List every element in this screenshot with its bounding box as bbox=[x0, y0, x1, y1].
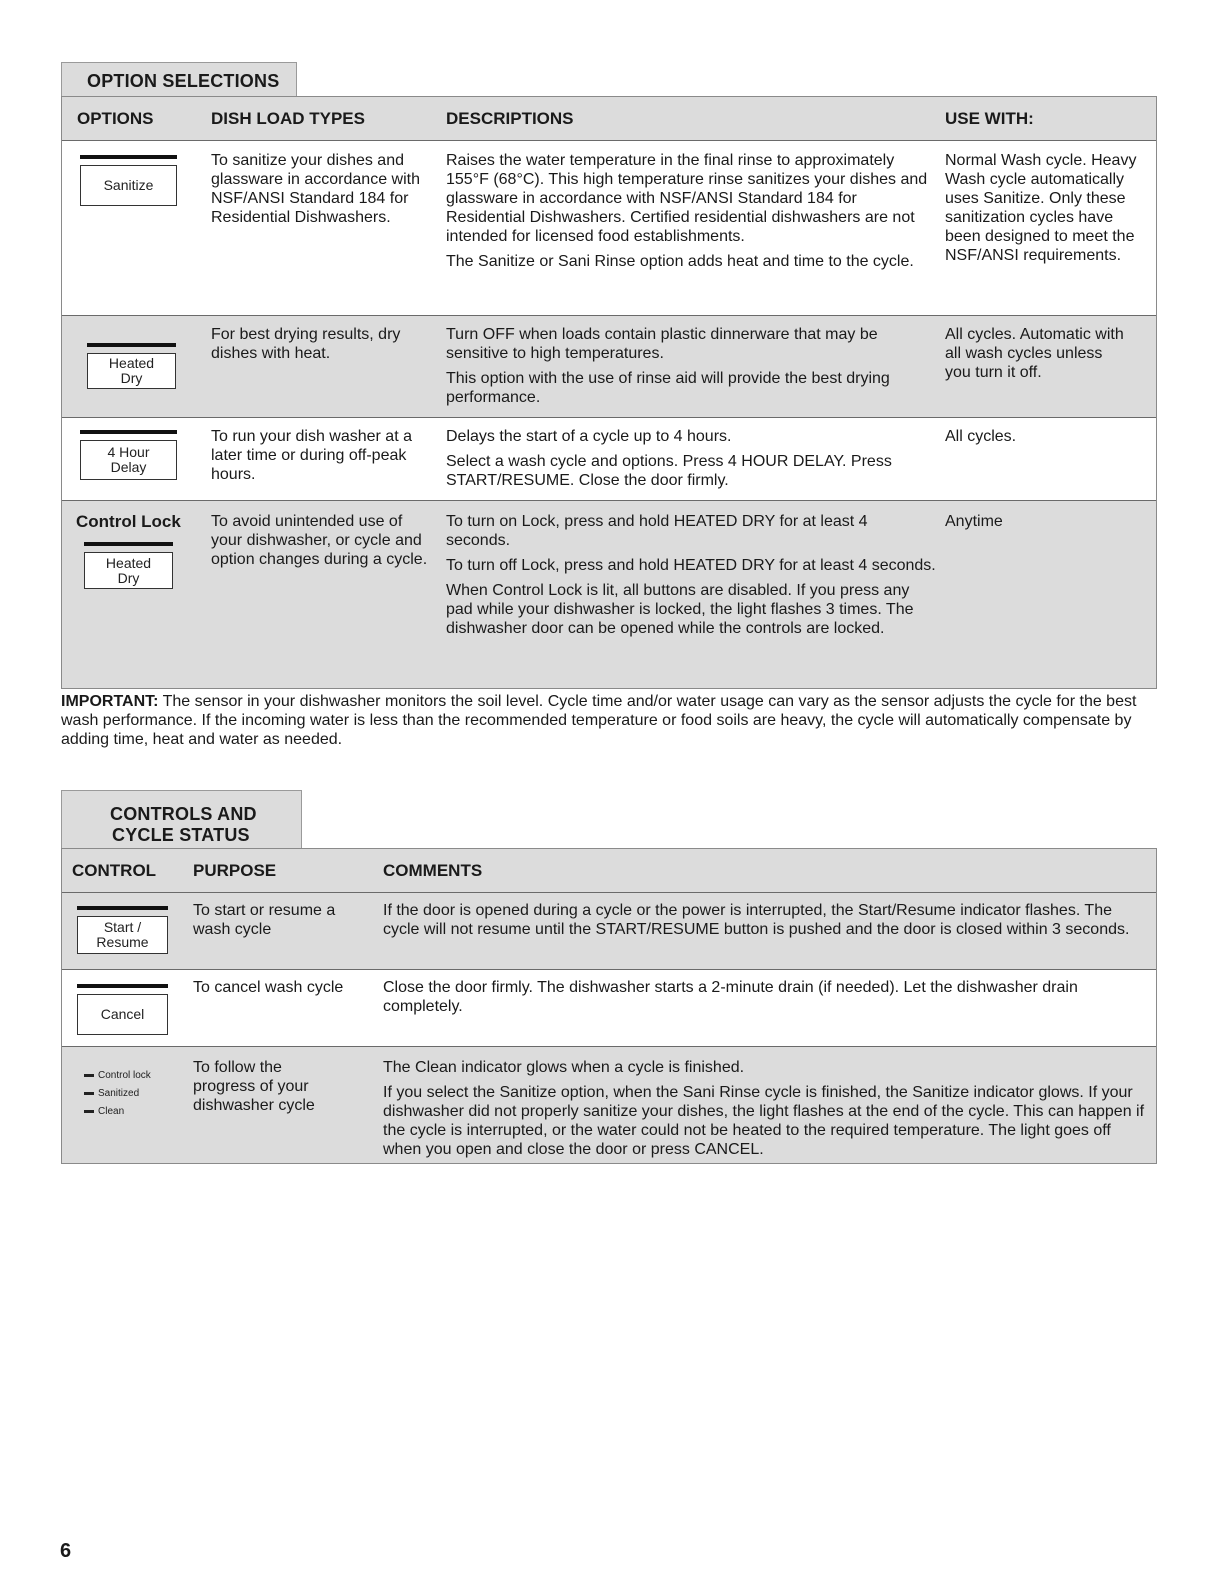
controls-title-line1: CONTROLS AND bbox=[110, 804, 257, 824]
heated-dry-dish-load: For best drying results, dry dishes with heat. bbox=[211, 326, 401, 362]
control-lock-dish-load: To avoid unintended use of your dishwasher, or cycle and option changes during a cycle. bbox=[211, 513, 428, 568]
start-resume-purpose: To start or resume a wash cycle bbox=[193, 902, 336, 938]
delay-indicator-bar bbox=[80, 430, 177, 434]
options-col-descriptions: DESCRIPTIONS bbox=[446, 109, 574, 128]
controls-col-purpose: PURPOSE bbox=[193, 861, 277, 880]
sanitize-indicator-bar bbox=[80, 155, 177, 159]
important-note bbox=[61, 692, 1161, 749]
option-selections-title: OPTION SELECTIONS bbox=[87, 71, 280, 91]
control-lock-use-with: Anytime bbox=[945, 513, 1003, 530]
controls-title-line2: CYCLE STATUS bbox=[112, 825, 250, 845]
sanitize-use-with: Normal Wash cycle. Heavy Wash cycle automatically uses Sanitize. Only these sanitization cycles have been designed to meet the NSF/ANSI requirements. bbox=[945, 152, 1137, 264]
options-header-row bbox=[62, 97, 1156, 141]
indicator-light-icon bbox=[84, 1092, 94, 1095]
controls-col-control: CONTROL bbox=[72, 861, 157, 880]
control-lock-description: To turn on Lock, press and hold HEATED DRY for at least 4 seconds. To turn off Lock, press and hold HEATED DRY for at least 4 seconds. When Control Lock is lit, all buttons are disabled. If you press any pad while your dishwasher is locked, the light flashes 3 times. The dishwasher door can be opened while the controls are locked. bbox=[446, 513, 936, 637]
control-lock-button-icon: Heated Dry bbox=[84, 552, 173, 589]
options-col-use-with: USE WITH: bbox=[945, 109, 1034, 128]
start-resume-indicator-bar bbox=[77, 906, 168, 910]
heated-dry-button-icon: Heated Dry bbox=[87, 353, 176, 389]
cancel-button-icon: Cancel bbox=[77, 994, 168, 1035]
cancel-comments: Close the door firmly. The dishwasher starts a 2-minute drain (if needed). Let the dishwasher drain completely. bbox=[383, 979, 1078, 1015]
option-row-heated-dry bbox=[62, 317, 1156, 417]
control-lock-indicator: Control lock bbox=[84, 1070, 151, 1082]
important-text: The sensor in your dishwasher monitors the soil level. Cycle time and/or water usage can vary as the sensor adjusts the cycle for the best wash performance. If the incoming water is less than the recommended temperature or food soils are heavy, the cycle will automatically compensate by adding time, heat and water as needed. bbox=[61, 693, 1137, 748]
option-row-sanitize bbox=[62, 141, 1156, 316]
option-row-control-lock bbox=[62, 502, 1156, 690]
controls-col-comments: COMMENTS bbox=[383, 861, 483, 880]
status-comments: The Clean indicator glows when a cycle is finished. If you select the Sanitize option, when the Sani Rinse cycle is finished, the Sanitize indicator glows. If your dishwasher did not properly sanitize your dishes, the light flashes at the end of the cycle. This can happen if the cycle is interrupted, or the water could not be heated to the required temperature. The light goes off when you open and close the door or press CANCEL. bbox=[383, 1059, 1145, 1158]
controls-tab bbox=[61, 790, 302, 848]
options-col-dish-load: DISH LOAD TYPES bbox=[211, 109, 365, 128]
controls-header-row bbox=[62, 849, 1156, 893]
option-row-4-hour-delay bbox=[62, 417, 1156, 501]
options-col-options: OPTIONS bbox=[77, 109, 154, 128]
controls-table bbox=[61, 848, 1157, 1164]
indicator-light-icon bbox=[84, 1074, 94, 1077]
control-row-cancel bbox=[62, 969, 1156, 1047]
important-label: IMPORTANT: bbox=[61, 693, 159, 710]
status-purpose: To follow the progress of your dishwasher cycle bbox=[193, 1059, 315, 1114]
delay-dish-load: To run your dish washer at a later time or during off-peak hours. bbox=[211, 428, 412, 483]
heated-dry-description: Turn OFF when loads contain plastic dinnerware that may be sensitive to high temperatures. This option with the use of rinse aid will provide the best drying performance. bbox=[446, 326, 890, 406]
page-number: 6 bbox=[60, 1540, 72, 1562]
sanitize-button-icon: Sanitize bbox=[80, 165, 177, 206]
control-row-start-resume bbox=[62, 893, 1156, 969]
control-lock-label: Control Lock bbox=[76, 512, 181, 531]
control-lock-indicator-bar bbox=[84, 542, 173, 546]
sanitize-dish-load: To sanitize your dishes and glassware in accordance with NSF/ANSI Standard 184 for Residential Dishwashers. bbox=[211, 152, 420, 226]
heated-dry-indicator-bar bbox=[87, 343, 176, 347]
option-selections-table bbox=[61, 96, 1157, 689]
start-resume-button-icon: Start / Resume bbox=[77, 916, 168, 954]
clean-indicator: Clean bbox=[84, 1106, 124, 1118]
cancel-purpose: To cancel wash cycle bbox=[193, 979, 344, 996]
delay-button-icon: 4 Hour Delay bbox=[80, 440, 177, 480]
start-resume-comments: If the door is opened during a cycle or the power is interrupted, the Start/Resume indicator flashes. The cycle will not resume until the START/RESUME button is pushed and the door is closed within 3 seconds. bbox=[383, 902, 1130, 938]
delay-use-with: All cycles. bbox=[945, 428, 1017, 445]
indicator-light-icon bbox=[84, 1110, 94, 1113]
control-row-status bbox=[62, 1048, 1156, 1165]
delay-description: Delays the start of a cycle up to 4 hours. Select a wash cycle and options. Press 4 HOUR DELAY. Press START/RESUME. Close the door firmly. bbox=[446, 428, 892, 489]
heated-dry-use-with: All cycles. Automatic with all wash cycles unless you turn it off. bbox=[945, 326, 1124, 381]
option-selections-tab bbox=[61, 62, 297, 97]
sanitized-indicator: Sanitized bbox=[84, 1088, 139, 1100]
sanitize-description: Raises the water temperature in the final rinse to approximately 155°F (68°C). This high temperature rinse sanitizes your dishes and glassware in accordance with NSF/ANSI Standard 184 for Residential Dishwashers. Certified residential dishwashers are not intended for licensed food establishments. The Sanitize or Sani Rinse option adds heat and time to the cycle. bbox=[446, 152, 928, 270]
cancel-indicator-bar bbox=[77, 984, 168, 988]
